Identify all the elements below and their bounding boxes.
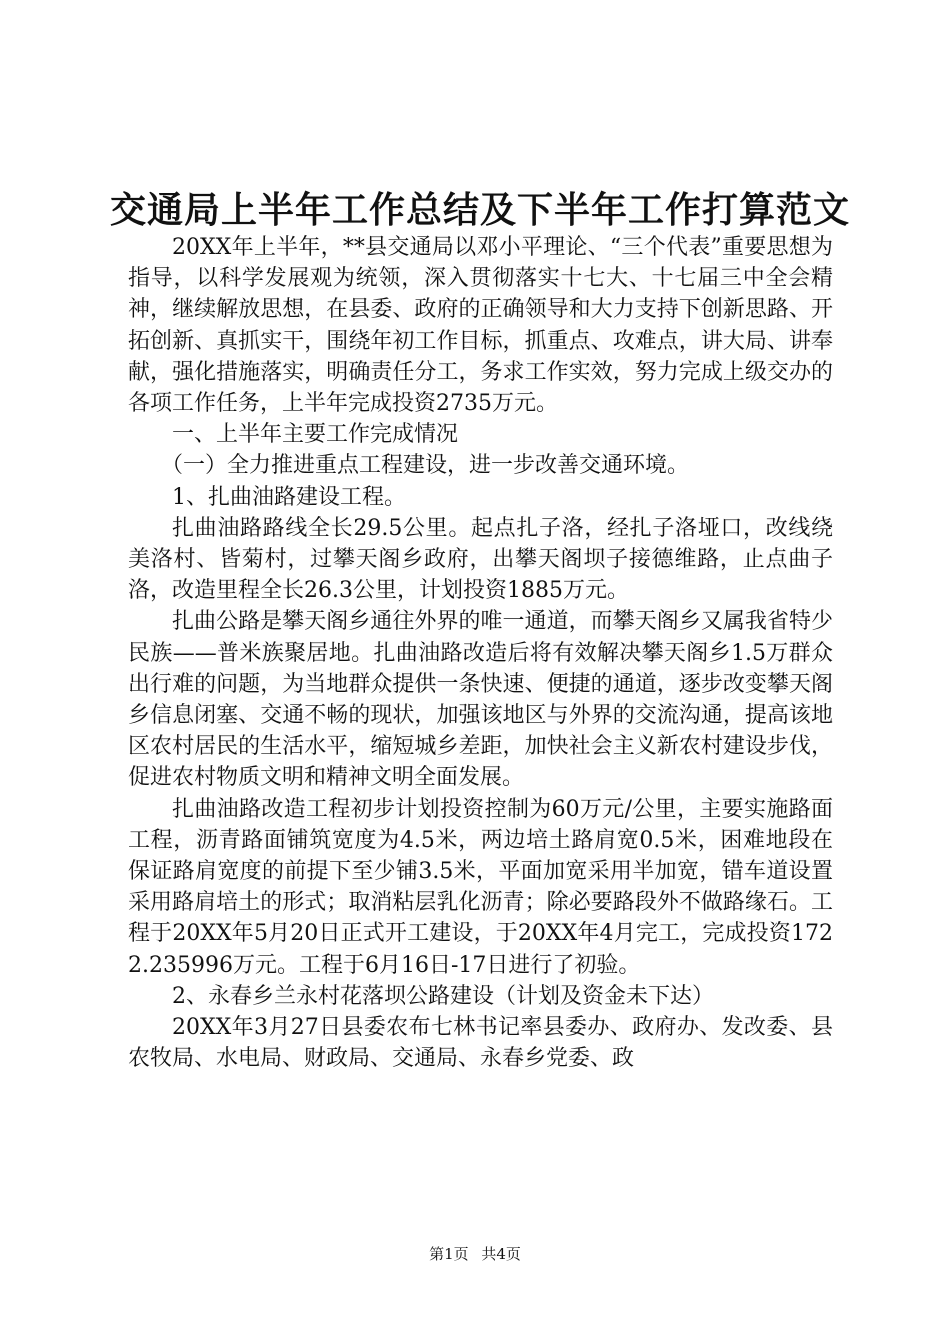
document-title: 交通局上半年工作总结及下半年工作打算范文 xyxy=(109,189,850,231)
page-footer xyxy=(0,1244,950,1264)
body-paragraph: 扎曲油路路线全长29.5公里。起点扎子洛，经扎子洛垭口，改线绕美洛村、皆菊村，过攀天阁乡政府，出攀天阁坝子接德维路，止点曲子洛，改造里程全长26.3公里，计划投资1885万元。 xyxy=(128,515,833,604)
body-paragraph: 扎曲油路改造工程初步计划投资控制为60万元/公里，主要实施路面工程，沥青路面铺筑宽度为4.5米，两边培土路肩宽0.5米，困难地段在保证路肩宽度的前提下至少铺3.5米，平面加宽采用半加宽，错车道设置采用路肩培土的形式；取消粘层乳化沥青；除必要路段外不做路缘石。工程于20XX年5月20日正式开工建设，于20XX年4月完工，完成投资1722.235996万元。工程于6月16日-17日进行了初验。 xyxy=(128,796,833,978)
item-heading: 1、扎曲油路建设工程。 xyxy=(172,484,406,510)
body-paragraph: 20XX年3月27日县委农布七林书记率县委办、政府办、发改委、县农牧局、水电局、财政局、交通局、永春乡党委、政 xyxy=(128,1015,833,1072)
document-body xyxy=(128,232,833,1074)
subsection-heading: （一）全力推进重点工程建设，进一步改善交通环境。 xyxy=(161,453,690,479)
section-heading: 一、上半年主要工作完成情况 xyxy=(172,422,459,448)
intro-paragraph: 20XX年上半年，**县交通局以邓小平理论、“三个代表”重要思想为指导，以科学发展观为统领，深入贯彻落实十七大、十七届三中全会精神，继续解放思想，在县委、政府的正确领导和大力支持下创新思路、开拓创新、真抓实干，围绕年初工作目标，抓重点、攻难点，讲大局、讲奉献，强化措施落实，明确责任分工，务求工作实效，努力完成上级交办的各项工作任务，上半年完成投资2735万元。 xyxy=(128,235,833,417)
page-total: 共4页 xyxy=(481,1245,521,1263)
page-number: 第1页 xyxy=(429,1245,469,1263)
item-heading: 2、永春乡兰永村花落坝公路建设（计划及资金未下达） xyxy=(172,983,714,1009)
body-paragraph: 扎曲公路是攀天阁乡通往外界的唯一通道，而攀天阁乡又属我省特少民族——普米族聚居地。扎曲油路改造后将有效解决攀天阁乡1.5万群众出行难的问题，为当地群众提供一条快速、便捷的通道，逐步改变攀天阁乡信息闭塞、交通不畅的现状，加强该地区与外界的交流沟通，提高该地区农村居民的生活水平，缩短城乡差距，加快社会主义新农村建设步伐，促进农村物质文明和精神文明全面发展。 xyxy=(128,609,833,791)
